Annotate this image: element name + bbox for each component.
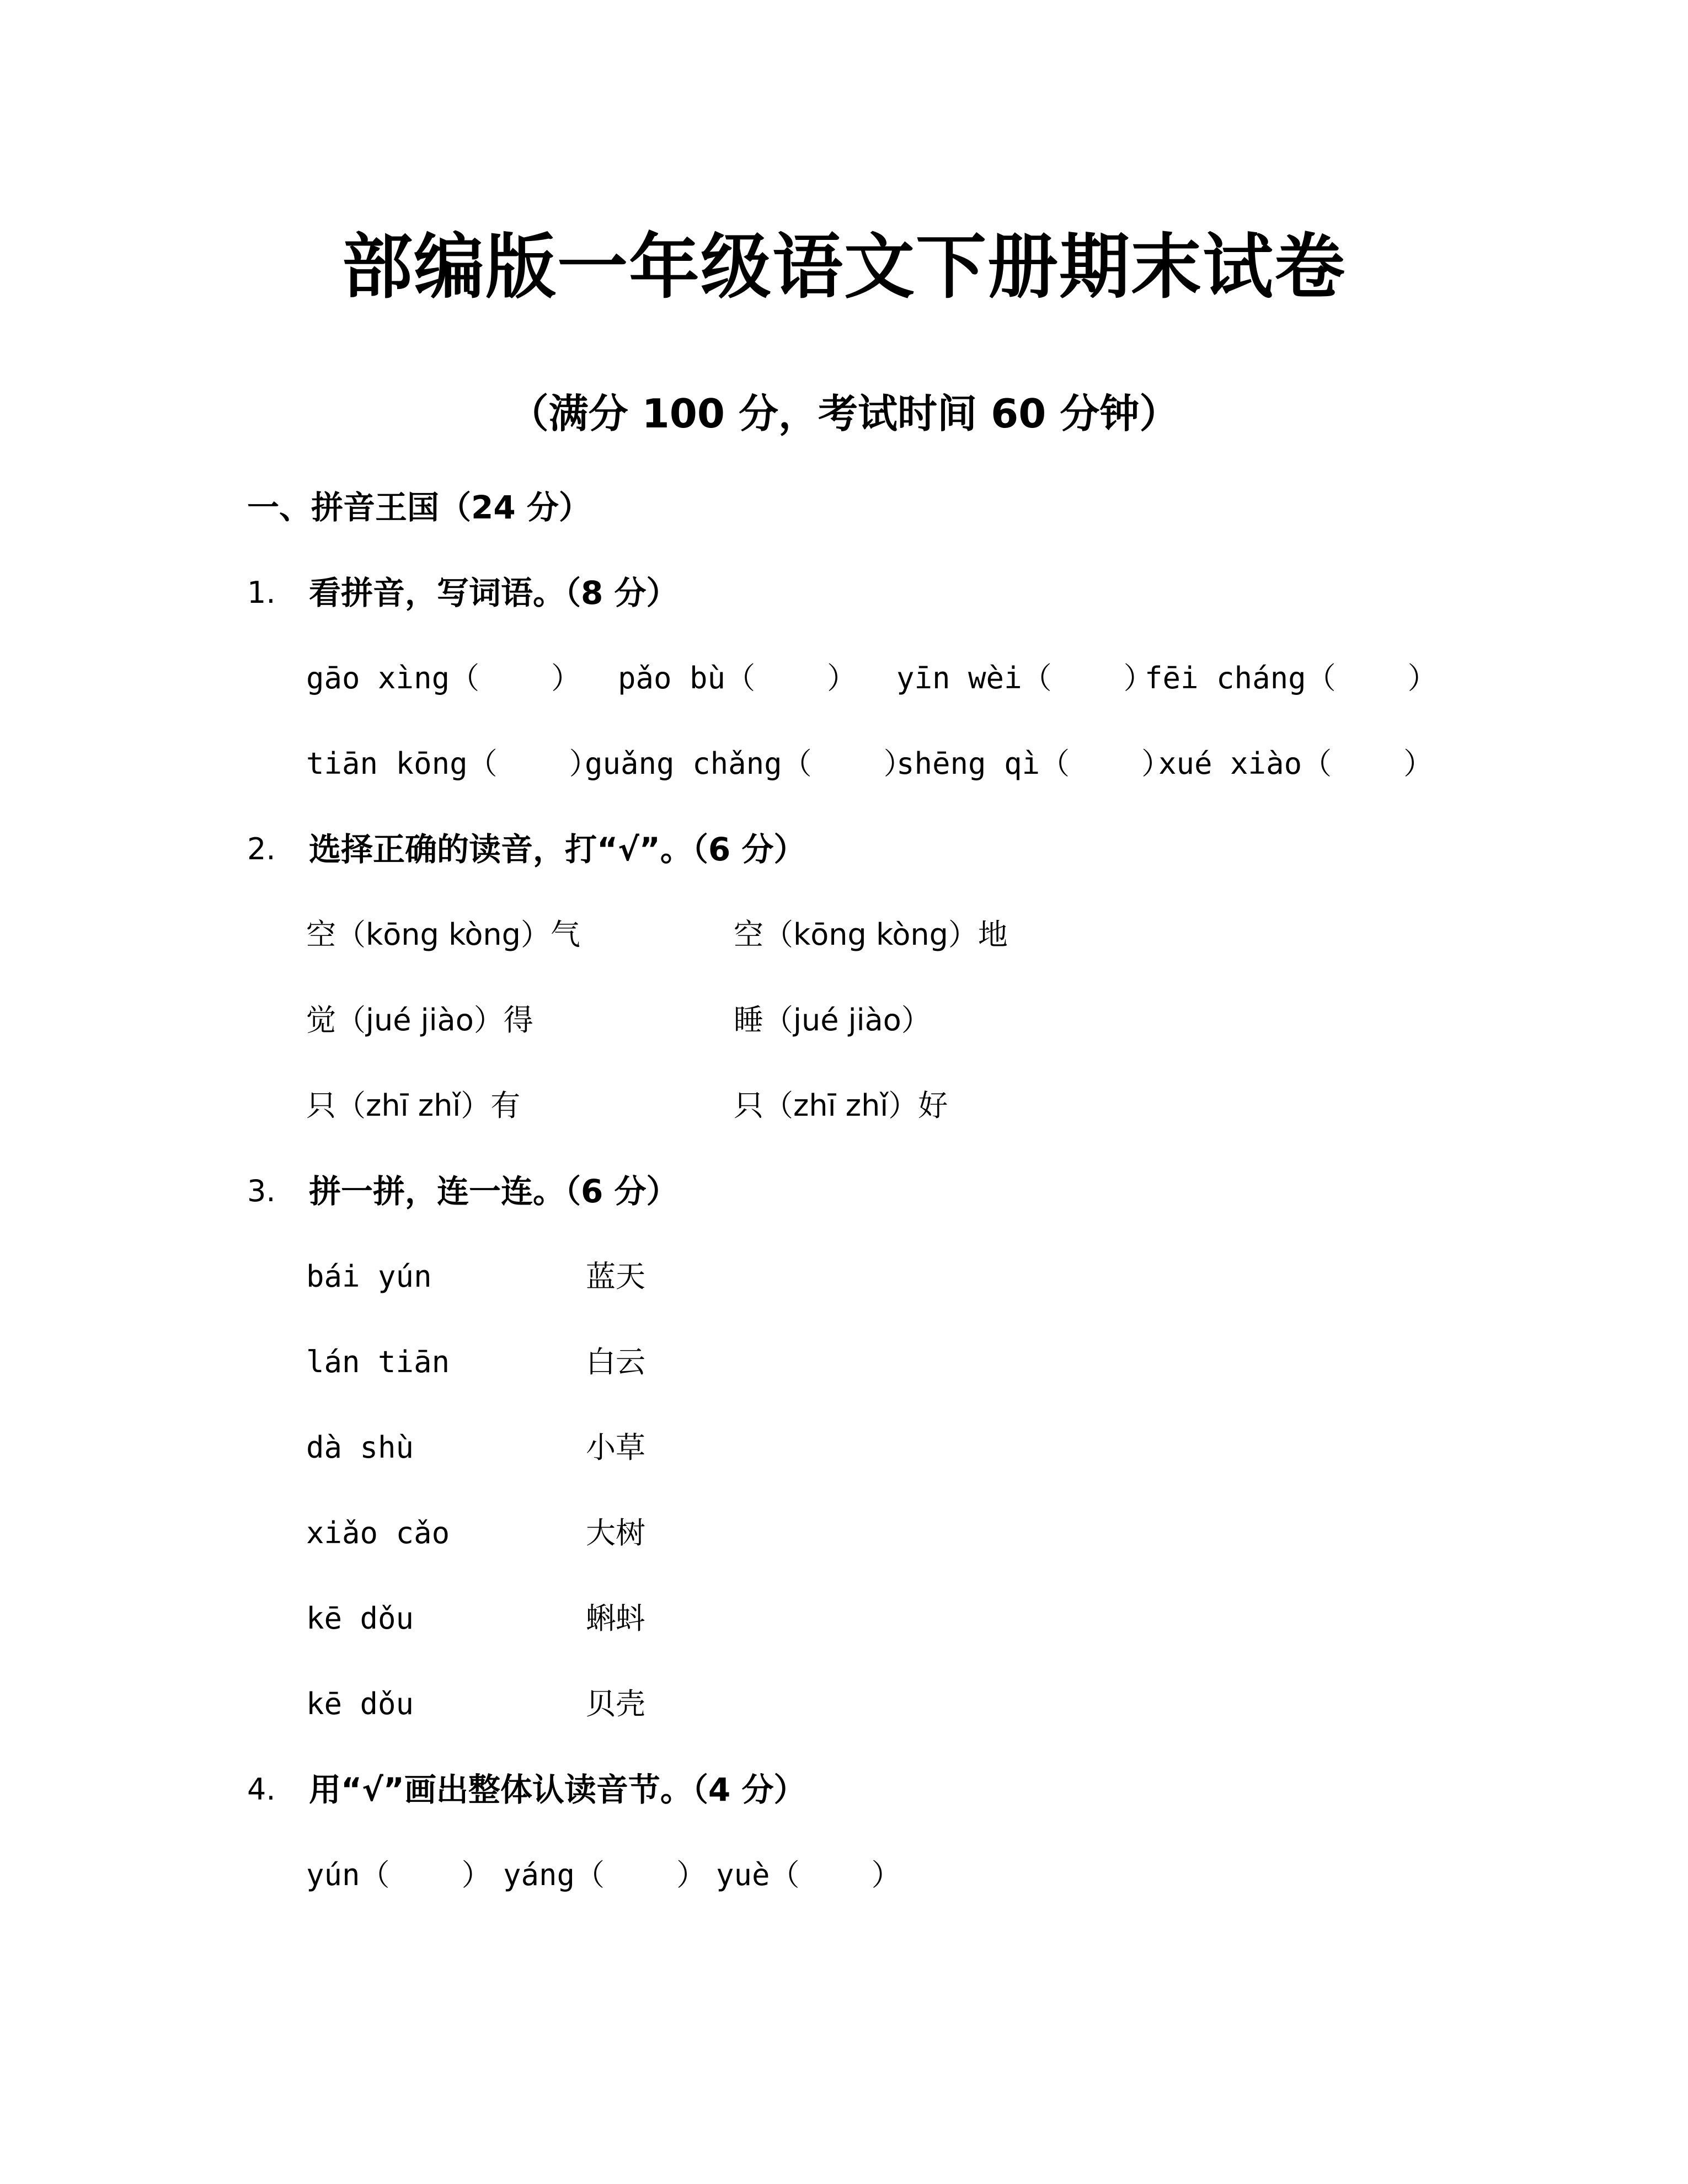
q4-item-2: yáng（ ） xyxy=(503,1858,707,1892)
question-number-3: 3. xyxy=(247,1174,276,1208)
q1-item-6: guǎng chǎng（ ） xyxy=(585,746,914,781)
q3-word-3: 小草 xyxy=(586,1430,645,1465)
q1-item-4: fēi cháng（ ） xyxy=(1145,661,1438,695)
question-text-4: 用“√”画出整体认读音节。（4 分） xyxy=(309,1771,806,1808)
question-number-2: 2. xyxy=(247,832,276,866)
q1-item-3: yīn wèi（ ） xyxy=(896,661,1153,695)
question-text-2: 选择正确的读音，打“√”。（6 分） xyxy=(309,831,806,868)
q2-right-3: 只（zhī zhǐ）好 xyxy=(734,1088,948,1123)
q4-item-1: yún（ ） xyxy=(306,1858,492,1892)
q3-pinyin-5: kē dǒu xyxy=(306,1601,414,1636)
q1-item-2: pǎo bù（ ） xyxy=(618,661,857,695)
q2-left-2: 觉（jué jiào）得 xyxy=(306,1003,533,1037)
page-subtitle: （满分 100 分，考试时间 60 分钟） xyxy=(509,390,1179,437)
question-text-3: 拼一拼，连一连。（6 分） xyxy=(309,1173,679,1210)
question-number-1: 1. xyxy=(247,575,276,610)
q3-word-1: 蓝天 xyxy=(586,1259,645,1294)
q3-word-4: 大树 xyxy=(586,1516,645,1550)
section-heading-pinyin: 一、拼音王国（24 分） xyxy=(247,489,591,526)
q3-word-6: 贝壳 xyxy=(586,1687,645,1721)
q3-pinyin-2: lán tiān xyxy=(306,1345,450,1379)
q3-word-2: 白云 xyxy=(586,1345,645,1379)
q3-pinyin-3: dà shù xyxy=(306,1430,414,1465)
question-number-4: 4. xyxy=(247,1772,276,1807)
q3-pinyin-6: kē dǒu xyxy=(306,1687,414,1721)
page-title: 部编版一年级语文下册期末试卷 xyxy=(341,226,1346,308)
q4-item-3: yuè（ ） xyxy=(716,1858,901,1892)
q2-right-1: 空（kōng kòng）地 xyxy=(734,917,1008,952)
q3-pinyin-4: xiǎo cǎo xyxy=(306,1516,450,1550)
q2-left-1: 空（kōng kòng）气 xyxy=(306,917,580,952)
q3-word-5: 蝌蚪 xyxy=(586,1601,645,1636)
q2-right-2: 睡（jué jiào） xyxy=(734,1003,931,1037)
q3-pinyin-1: bái yún xyxy=(306,1259,432,1294)
q1-item-8: xué xiào（ ） xyxy=(1158,746,1434,781)
q1-item-1: gāo xìng（ ） xyxy=(306,661,581,695)
q2-left-3: 只（zhī zhǐ）有 xyxy=(306,1088,521,1123)
q1-item-7: shēng qì（ ） xyxy=(896,746,1172,781)
q1-item-5: tiān kōng（ ） xyxy=(306,746,599,781)
question-text-1: 看拼音，写词语。（8 分） xyxy=(309,574,679,612)
